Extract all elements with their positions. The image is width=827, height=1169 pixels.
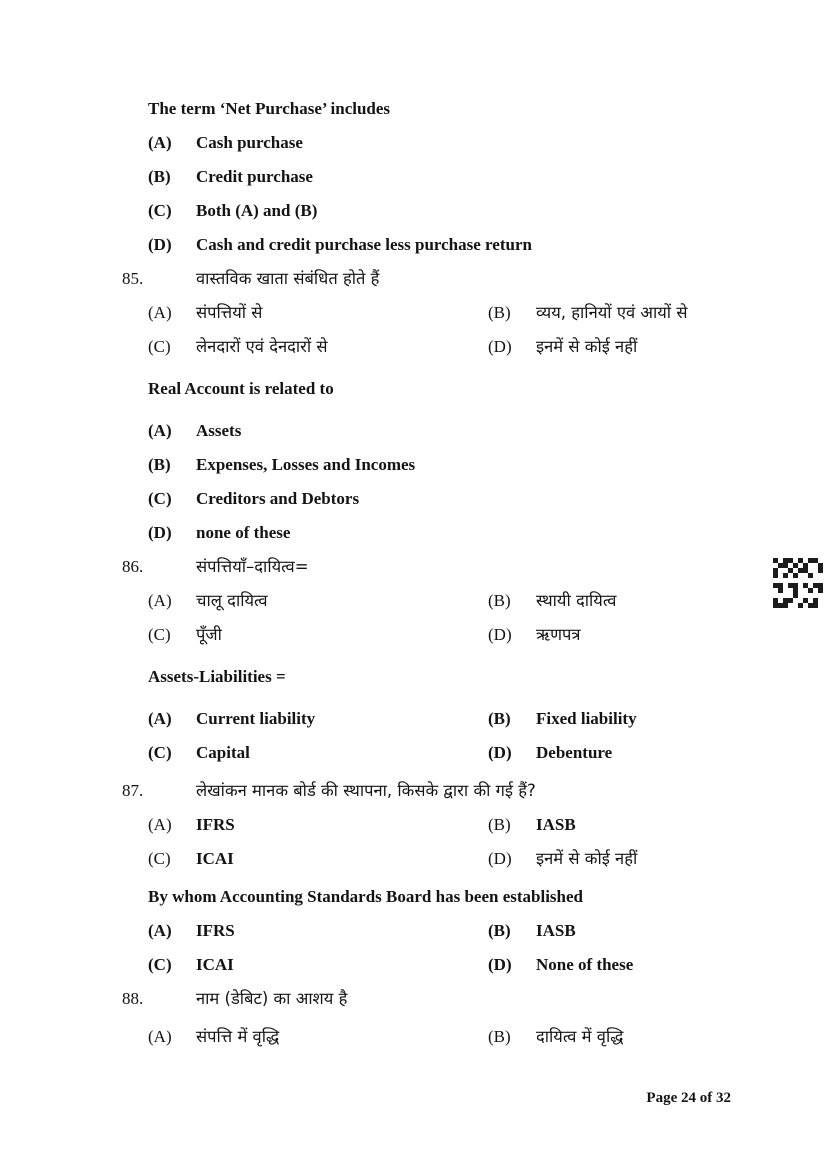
option-cell bbox=[148, 330, 488, 364]
option-text: स्थायी दायित्व bbox=[536, 591, 617, 610]
option-letter: (C) bbox=[148, 625, 171, 644]
option-text: ICAI bbox=[196, 849, 234, 868]
page-content bbox=[122, 92, 767, 1054]
option-text: IASB bbox=[536, 921, 576, 940]
option-text: IASB bbox=[536, 815, 576, 834]
option-cell bbox=[148, 1020, 488, 1054]
option-row bbox=[148, 228, 767, 262]
option-cell bbox=[488, 914, 576, 948]
option-letter: (A) bbox=[148, 709, 172, 728]
question-line bbox=[122, 550, 767, 584]
option-row bbox=[148, 160, 767, 194]
option-letter: (D) bbox=[488, 337, 512, 356]
option-row bbox=[148, 736, 767, 770]
option-text: व्यय, हानियों एवं आयों से bbox=[536, 303, 688, 322]
option-cell bbox=[488, 948, 633, 982]
option-row bbox=[148, 1020, 767, 1054]
option-row bbox=[148, 584, 767, 618]
option-row bbox=[148, 296, 767, 330]
question-number: 86. bbox=[122, 557, 144, 576]
option-text: Credit purchase bbox=[196, 167, 313, 186]
option-text: IFRS bbox=[196, 921, 235, 940]
option-letter: (A) bbox=[148, 815, 172, 834]
question-stem-english: The term ‘Net Purchase’ includes bbox=[148, 99, 391, 118]
question-line bbox=[122, 982, 767, 1016]
option-text: संपत्ति में वृद्धि bbox=[196, 1027, 280, 1046]
option-text: पूँजी bbox=[196, 625, 222, 644]
option-row bbox=[148, 482, 767, 516]
option-letter: (A) bbox=[148, 1027, 172, 1046]
option-row bbox=[148, 808, 767, 842]
question-stem-hindi: नाम (डेबिट) का आशय है bbox=[196, 989, 348, 1008]
option-cell bbox=[488, 842, 637, 876]
option-letter: (A) bbox=[148, 421, 172, 440]
option-text: चालू दायित्व bbox=[196, 591, 268, 610]
option-text: Cash purchase bbox=[196, 133, 303, 152]
option-letter: (C) bbox=[148, 489, 172, 508]
question-line bbox=[122, 774, 767, 808]
question-block-84 bbox=[122, 92, 767, 262]
question-stem-english: By whom Accounting Standards Board has been established bbox=[148, 887, 584, 906]
option-row bbox=[148, 516, 767, 550]
option-cell bbox=[148, 584, 488, 618]
option-text: ऋणपत्र bbox=[536, 625, 581, 644]
option-cell bbox=[488, 702, 637, 736]
option-cell bbox=[148, 736, 488, 770]
option-text: Assets bbox=[196, 421, 242, 440]
option-cell bbox=[148, 948, 488, 982]
question-number: 87. bbox=[122, 781, 144, 800]
question-block-87 bbox=[122, 774, 767, 982]
option-row bbox=[148, 702, 767, 736]
option-cell bbox=[148, 808, 488, 842]
option-letter: (A) bbox=[148, 591, 172, 610]
option-text: इनमें से कोई नहीं bbox=[536, 337, 638, 356]
option-cell bbox=[488, 618, 580, 652]
option-row bbox=[148, 448, 767, 482]
option-cell bbox=[488, 296, 687, 330]
option-text: दायित्व में वृद्धि bbox=[536, 1027, 624, 1046]
option-letter: (D) bbox=[488, 955, 512, 974]
option-cell bbox=[488, 1020, 623, 1054]
option-text: Cash and credit purchase less purchase return bbox=[196, 235, 532, 254]
option-letter: (D) bbox=[488, 625, 512, 644]
option-letter: (C) bbox=[148, 849, 171, 868]
option-letter: (B) bbox=[488, 921, 511, 940]
question-stem-english: Assets-Liabilities = bbox=[148, 667, 286, 686]
option-letter: (B) bbox=[148, 167, 171, 186]
option-row bbox=[148, 914, 767, 948]
option-letter: (B) bbox=[488, 303, 511, 322]
option-text: Both (A) and (B) bbox=[196, 201, 318, 220]
option-cell bbox=[148, 914, 488, 948]
option-letter: (D) bbox=[488, 743, 512, 762]
option-cell bbox=[148, 702, 488, 736]
option-cell bbox=[488, 736, 612, 770]
option-text: IFRS bbox=[196, 815, 235, 834]
option-letter: (D) bbox=[148, 235, 172, 254]
option-letter: (C) bbox=[148, 201, 172, 220]
option-text: Fixed liability bbox=[536, 709, 637, 728]
question-block-85 bbox=[122, 262, 767, 550]
qr-code-graphic bbox=[773, 558, 827, 608]
option-letter: (C) bbox=[148, 955, 172, 974]
option-row bbox=[148, 126, 767, 160]
option-text: None of these bbox=[536, 955, 634, 974]
question-stem-hindi: संपत्तियाँ–दायित्व= bbox=[196, 557, 309, 576]
option-cell bbox=[148, 842, 488, 876]
option-row bbox=[148, 194, 767, 228]
question-number: 85. bbox=[122, 269, 144, 288]
option-text: लेनदारों एवं देनदारों से bbox=[196, 337, 328, 356]
option-cell bbox=[148, 618, 488, 652]
question-block-86 bbox=[122, 550, 767, 770]
option-row bbox=[148, 618, 767, 652]
option-text: Expenses, Losses and Incomes bbox=[196, 455, 416, 474]
option-cell bbox=[488, 808, 576, 842]
option-text: ICAI bbox=[196, 955, 234, 974]
option-letter: (D) bbox=[488, 849, 512, 868]
question-number: 88. bbox=[122, 989, 144, 1008]
option-letter: (C) bbox=[148, 743, 172, 762]
option-text: इनमें से कोई नहीं bbox=[536, 849, 638, 868]
option-text: संपत्तियों से bbox=[196, 303, 263, 322]
question-block-88 bbox=[122, 982, 767, 1054]
page-footer: Page 24 of 32 bbox=[646, 1090, 731, 1106]
option-letter: (B) bbox=[488, 709, 511, 728]
option-letter: (B) bbox=[488, 815, 511, 834]
option-letter: (C) bbox=[148, 337, 171, 356]
option-text: Current liability bbox=[196, 709, 316, 728]
option-letter: (B) bbox=[148, 455, 171, 474]
option-letter: (D) bbox=[148, 523, 172, 542]
option-letter: (B) bbox=[488, 591, 511, 610]
option-cell bbox=[148, 296, 488, 330]
option-letter: (A) bbox=[148, 921, 172, 940]
option-text: Creditors and Debtors bbox=[196, 489, 360, 508]
option-row bbox=[148, 414, 767, 448]
option-letter: (B) bbox=[488, 1027, 511, 1046]
option-text: none of these bbox=[196, 523, 291, 542]
qr-code-icon bbox=[773, 558, 827, 608]
option-letter: (A) bbox=[148, 303, 172, 322]
option-row bbox=[148, 330, 767, 364]
question-stem-english: Real Account is related to bbox=[148, 379, 334, 398]
option-row bbox=[148, 948, 767, 982]
option-letter: (A) bbox=[148, 133, 172, 152]
option-cell bbox=[488, 584, 616, 618]
option-cell bbox=[488, 330, 637, 364]
option-text: Capital bbox=[196, 743, 250, 762]
question-stem-hindi: लेखांकन मानक बोर्ड की स्थापना, किसके द्वारा की गई हैं? bbox=[196, 781, 536, 800]
option-text: Debenture bbox=[536, 743, 613, 762]
question-stem-hindi: वास्तविक खाता संबंधित होते हैं bbox=[196, 269, 380, 288]
question-line bbox=[122, 262, 767, 296]
option-row bbox=[148, 842, 767, 876]
